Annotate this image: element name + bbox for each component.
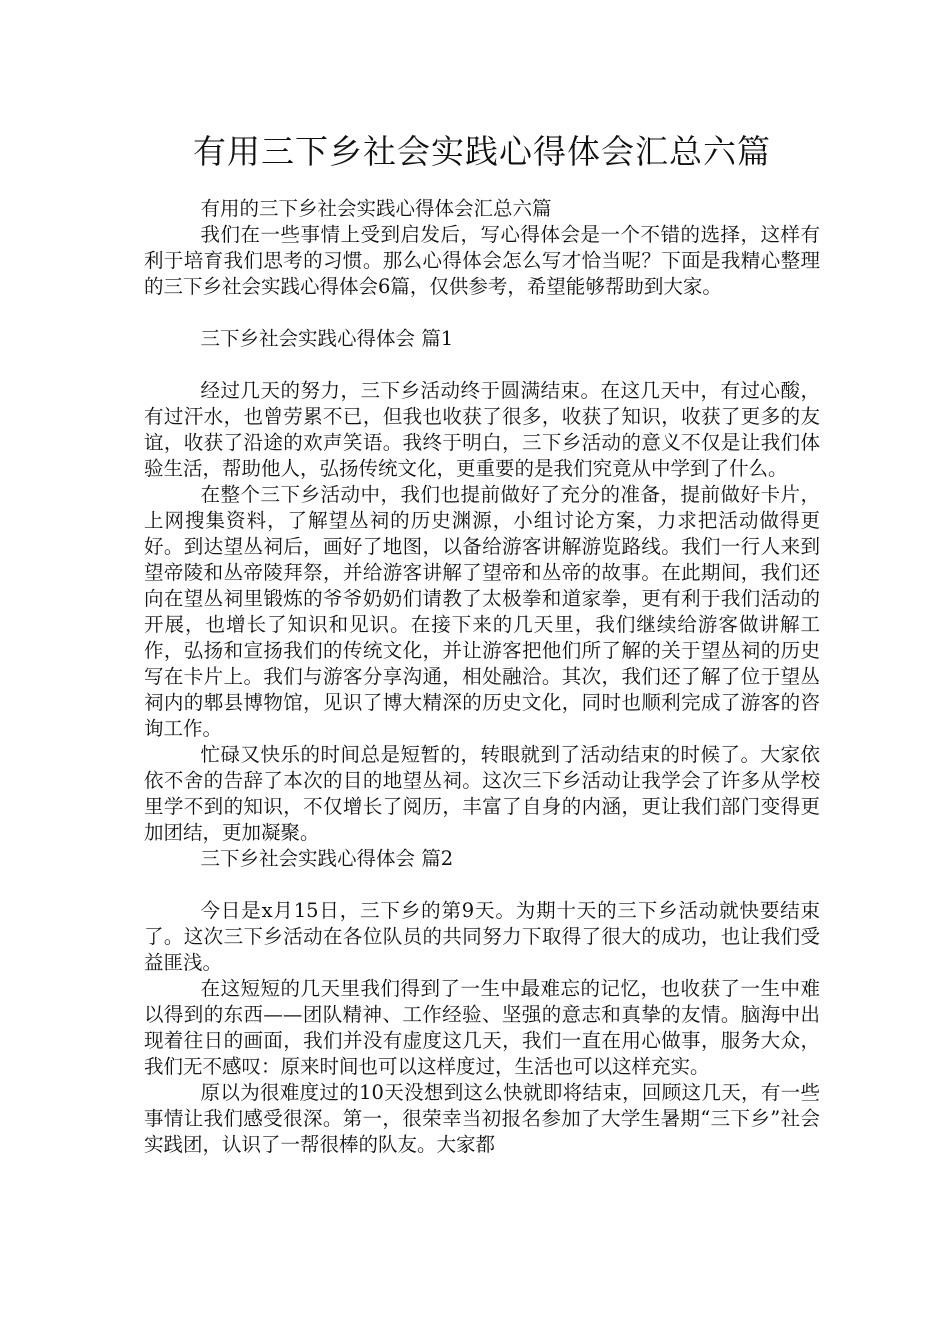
document-page <box>144 126 820 1158</box>
section-2-paragraph-3: 原以为很难度过的10天没想到这么快就即将结束，回顾这几天，有一些事情让我们感受很深。第一，很荣幸当初报名参加了大学生暑期“三下乡”社会实践团，认识了一帮很棒的队友。大家都 <box>144 1081 820 1156</box>
section-heading-1: 三下乡社会实践心得体会 篇1 <box>200 327 454 350</box>
section-1-paragraph-2: 在整个三下乡活动中，我们也提前做好了充分的准备，提前做好卡片，上网搜集资料，了解望丛祠的历史渊源，小组讨论方案，力求把活动做得更好。到达望丛祠后，画好了地图，以备给游客讲解游览路线。我们一行人来到望帝陵和丛帝陵拜祭，并给游客讲解了望帝和丛帝的故事。在此期间，我们还向在望丛祠里锻炼的爷爷奶奶们请教了太极拳和道家拳，更有利于我们活动的开展，也增长了知识和见识。在接下来的几天里，我们继续给游客做讲解工作，弘扬和宣扬我们的传统文化，并让游客把他们所了解的关于望丛祠的历史写在卡片上。我们与游客分享沟通，相处融洽。其次，我们还了解了位于望丛祠内的郫县博物馆，见识了博大精深的历史文化，同时也顺利完成了游客的咨询工作。 <box>144 483 820 740</box>
section-heading-2: 三下乡社会实践心得体会 篇2 <box>200 847 454 870</box>
section-2-paragraph-2: 在这短短的几天里我们得到了一生中最难忘的记忆，也收获了一生中难以得到的东西——团队精神、工作经验、坚强的意志和真挚的友情。脑海中出现着往日的画面，我们并没有虚度这几天，我们一直在用心做事，服务大众，我们无不感叹：原来时间也可以这样度过，生活也可以这样充实。 <box>144 977 820 1078</box>
document-subtitle: 有用的三下乡社会实践心得体会汇总六篇 <box>200 197 552 220</box>
section-1-paragraph-3: 忙碌又快乐的时间总是短暂的，转眼就到了活动结束的时候了。大家依依不舍的告辞了本次的目的地望丛祠。这次三下乡活动让我学会了许多从学校里学不到的知识，不仅增长了阅历，丰富了自身的内涵，更让我们部门变得更加团结，更加凝聚。 <box>144 743 820 844</box>
section-1-paragraph-1: 经过几天的努力，三下乡活动终于圆满结束。在这几天中，有过心酸，有过汗水，也曾劳累不已，但我也收获了很多，收获了知识，收获了更多的友谊，收获了沿途的欢声笑语。我终于明白，三下乡活动的意义不仅是让我们体验生活，帮助他人，弘扬传统文化，更重要的是我们究竟从中学到了什么。 <box>144 379 820 480</box>
document-title: 有用三下乡社会实践心得体会汇总六篇 <box>193 132 771 171</box>
intro-paragraph: 我们在一些事情上受到启发后，写心得体会是一个不错的选择，这样有利于培育我们思考的习惯。那么心得体会怎么写才恰当呢？下面是我精心整理的三下乡社会实践心得体会6篇，仅供参考，希望能够帮助到大家。 <box>144 223 820 298</box>
section-2-paragraph-1: 今日是x月15日，三下乡的第9天。为期十天的三下乡活动就快要结束了。这次三下乡活动在各位队员的共同努力下取得了很大的成功，也让我们受益匪浅。 <box>144 899 820 974</box>
